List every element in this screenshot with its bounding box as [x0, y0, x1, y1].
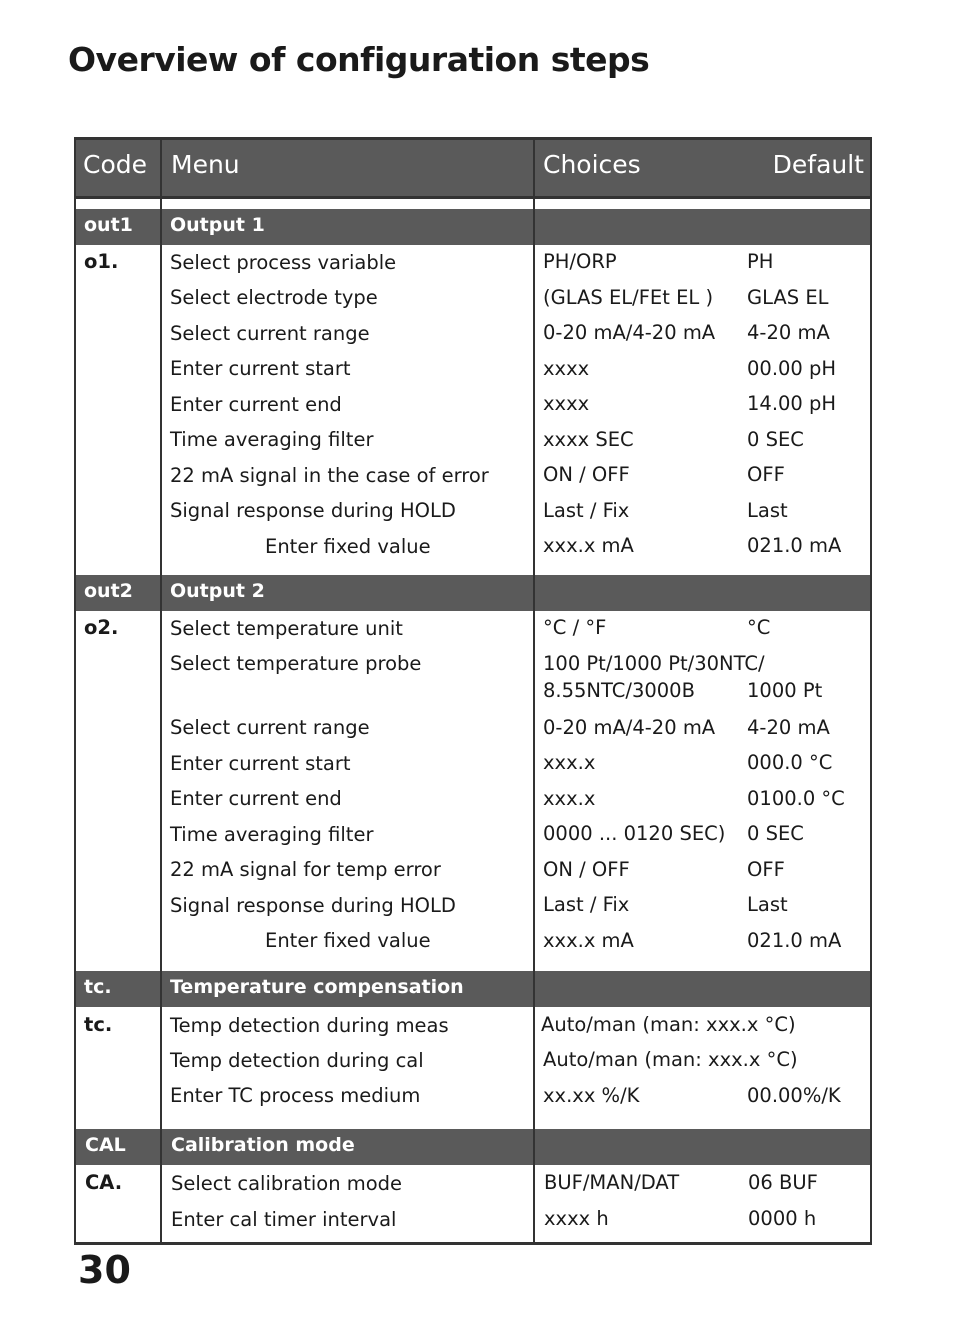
menu-item: Enter current end: [170, 787, 342, 810]
menu-item: Select current range: [170, 716, 370, 739]
section-title: Calibration mode: [171, 1134, 355, 1156]
section-title: Output 1: [170, 214, 265, 236]
section-header-output2: [76, 575, 870, 611]
default-value: GLAS EL: [747, 286, 829, 309]
menu-item: Select temperature probe: [170, 652, 422, 675]
choices-value: Auto/man (man: xxx.x °C): [543, 1048, 798, 1071]
choices-value: xxxx h: [544, 1207, 609, 1230]
sub-code: CA.: [85, 1171, 123, 1194]
sub-code: tc.: [84, 1013, 113, 1036]
section-code: out1: [84, 214, 133, 236]
choices-value: (GLAS EL/FEt EL ): [543, 286, 714, 309]
menu-item: Enter current start: [170, 357, 351, 380]
default-value: OFF: [747, 463, 785, 486]
default-value: PH: [747, 250, 774, 273]
default-value: 06 BUF: [748, 1171, 818, 1194]
column-divider: [160, 140, 162, 1242]
config-table: [74, 137, 872, 1245]
menu-item: Select temperature unit: [170, 617, 403, 640]
column-divider: [533, 140, 535, 1242]
default-value: 1000 Pt: [747, 679, 823, 702]
choices-value-line2: 8.55NTC/3000B: [543, 679, 695, 702]
menu-item: Select electrode type: [170, 286, 378, 309]
default-value: 021.0 mA: [747, 534, 842, 557]
choices-value: ON / OFF: [543, 463, 630, 486]
menu-item: Time averaging filter: [170, 823, 374, 846]
menu-item: Signal response during HOLD: [170, 894, 456, 917]
section-title: Output 2: [170, 580, 265, 602]
table-header: [76, 140, 870, 199]
menu-item: Select process variable: [170, 251, 397, 274]
menu-item: 22 mA signal in the case of error: [170, 464, 489, 487]
default-value: 000.0 °C: [747, 751, 833, 774]
sub-code: o2.: [84, 616, 119, 639]
choices-value: 0-20 mA/4-20 mA: [543, 321, 716, 344]
default-value: 0000 h: [748, 1207, 817, 1230]
section-header-temperature-compensation: [76, 971, 870, 1007]
choices-value: °C / °F: [543, 616, 607, 639]
choices-value: xxxx: [543, 357, 590, 380]
default-value: 4-20 mA: [747, 716, 830, 739]
default-value: 0100.0 °C: [747, 787, 845, 810]
menu-item: Select calibration mode: [171, 1172, 403, 1195]
menu-item: Enter current end: [170, 393, 342, 416]
default-value: 021.0 mA: [747, 929, 842, 952]
default-value: 14.00 pH: [747, 392, 837, 415]
menu-item: Enter fixed value: [265, 929, 431, 952]
default-value: 0 SEC: [747, 428, 804, 451]
choices-value: xxx.x: [543, 751, 596, 774]
menu-item: Enter fixed value: [265, 535, 431, 558]
choices-value: 0-20 mA/4-20 mA: [543, 716, 716, 739]
menu-item: Signal response during HOLD: [170, 499, 456, 522]
default-value: °C: [747, 616, 771, 639]
choices-value: Last / Fix: [543, 499, 630, 522]
header-choices: Choices: [543, 150, 641, 179]
choices-value: 100 Pt/1000 Pt/30NTC/: [543, 652, 765, 675]
default-value: 00.00 pH: [747, 357, 837, 380]
choices-value: xx.xx %/K: [543, 1084, 640, 1107]
menu-item: Enter TC process medium: [170, 1084, 421, 1107]
header-default: Default: [772, 150, 864, 179]
section-code: tc.: [84, 976, 112, 998]
choices-value: PH/ORP: [543, 250, 617, 273]
section-title: Temperature compensation: [170, 976, 464, 998]
default-value: 4-20 mA: [747, 321, 830, 344]
default-value: 0 SEC: [747, 822, 804, 845]
section-code: CAL: [85, 1134, 126, 1156]
choices-value: xxx.x mA: [543, 929, 634, 952]
menu-item: Temp detection during meas: [170, 1014, 449, 1037]
menu-item: Temp detection during cal: [170, 1049, 424, 1072]
menu-item: Select current range: [170, 322, 370, 345]
section-code: out2: [84, 580, 133, 602]
header-menu: Menu: [171, 150, 240, 179]
choices-value: ON / OFF: [543, 858, 630, 881]
choices-value: Auto/man (man: xxx.x °C): [541, 1013, 796, 1036]
choices-value: BUF/MAN/DAT: [544, 1171, 680, 1194]
choices-value: 0000 ... 0120 SEC): [543, 822, 726, 845]
choices-value: xxx.x: [543, 787, 596, 810]
menu-item: 22 mA signal for temp error: [170, 858, 441, 881]
default-value: 00.00%/K: [747, 1084, 841, 1107]
menu-item: Time averaging filter: [170, 428, 374, 451]
default-value: OFF: [747, 858, 785, 881]
default-value: Last: [747, 893, 788, 916]
choices-value: Last / Fix: [543, 893, 630, 916]
section-header-calibration-mode: [76, 1129, 870, 1165]
default-value: Last: [747, 499, 788, 522]
header-code: Code: [83, 150, 148, 179]
page-title: Overview of configuration steps: [68, 40, 650, 79]
page-number: 30: [78, 1248, 131, 1292]
sub-code: o1.: [84, 250, 119, 273]
choices-value: xxx.x mA: [543, 534, 634, 557]
menu-item: Enter current start: [170, 752, 351, 775]
menu-item: Enter cal timer interval: [171, 1208, 397, 1231]
section-header-output1: [76, 209, 870, 245]
choices-value: xxxx: [543, 392, 590, 415]
choices-value: xxxx SEC: [543, 428, 634, 451]
